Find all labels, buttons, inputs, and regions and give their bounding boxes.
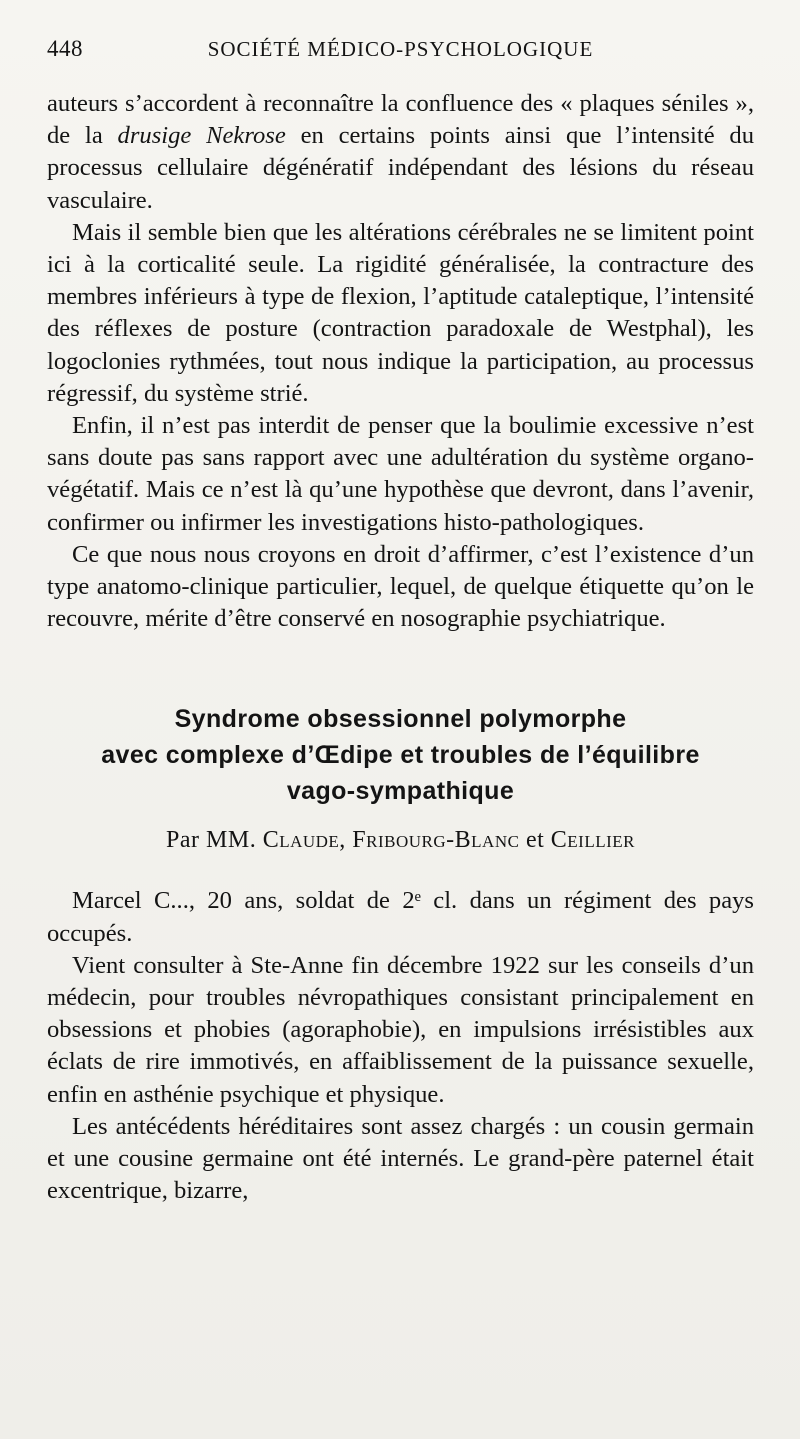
page-number: 448 [47, 36, 83, 61]
paragraph: Enfin, il n’est pas interdit de penser que la boulimie excessive n’est sans doute pas sans rapport avec une adultération du système organo-végétatif. Mais ce n’est là qu’une hypothèse que devront, dans l’avenir, confirmer ou infirmer les investigations histo-pathologiques. [47, 412, 754, 536]
paragraph: Vient consulter à Ste-Anne fin décembre 1922 sur les conseils d’un médecin, pour troubles névropathiques consistant principalement en obsessions et phobies (agoraphobie), en impulsions irrésistibles aux éclats de rire immotivés, en affaiblissement de la puissance sexuelle, enfin en asthénie psychique et physique. [47, 951, 754, 1108]
article-body [47, 885, 754, 1207]
paragraph: Marcel C..., 20 ans, soldat de 2ᵉ cl. dans un régiment des pays occupés. [47, 887, 754, 947]
article-title-line: Syndrome obsessionnel polymorphe [174, 705, 627, 734]
article-title-line: avec complexe d’Œdipe et troubles de l’équilibre [101, 741, 700, 770]
author-name: Ceillier [550, 827, 635, 854]
paragraph: Ce que nous nous croyons en droit d’affirmer, c’est l’existence d’un type anatomo-clinique particulier, lequel, de quelque étiquette qu’on le recouvre, mérite d’être conservé en nosographie psychiatrique. [47, 540, 754, 633]
author-name: Claude, [262, 827, 346, 854]
previous-article-conclusion [47, 88, 754, 635]
italic-term: drusige Nekrose [117, 122, 286, 150]
running-head [47, 36, 754, 76]
paragraph: Les antécédents héréditaires sont assez chargés : un cousin germain et une cousine germaine ont été internés. Le grand-père paternel était excentrique, bizarre, [47, 1112, 754, 1205]
paragraph: auteurs s’accordent à reconnaître la confluence des « plaques séniles », de la drusige Nekrose en certains points ainsi que l’intensité du processus cellulaire dégénératif indépendant des lésions du réseau vasculaire. [47, 90, 754, 214]
journal-title: SOCIÉTÉ MÉDICO-PSYCHOLOGIQUE [207, 37, 594, 61]
author-name: Fribourg-Blanc [352, 827, 520, 854]
article-title [47, 701, 754, 809]
article-authors: Par MM. Claude, Fribourg-Blanc et Ceillier [166, 827, 635, 854]
article-title-line: vago-sympathique [286, 777, 515, 806]
paragraph: Mais il semble bien que les altérations cérébrales ne se limitent point ici à la corticalité seule. La rigidité généralisée, la contracture des membres inférieurs à type de flexion, l’aptitude cataleptique, l’intensité des réflexes de posture (contraction paradoxale de Westphal), les logoclonies rythmées, tout nous indique la participation, au processus régressif, du système strié. [47, 218, 754, 407]
